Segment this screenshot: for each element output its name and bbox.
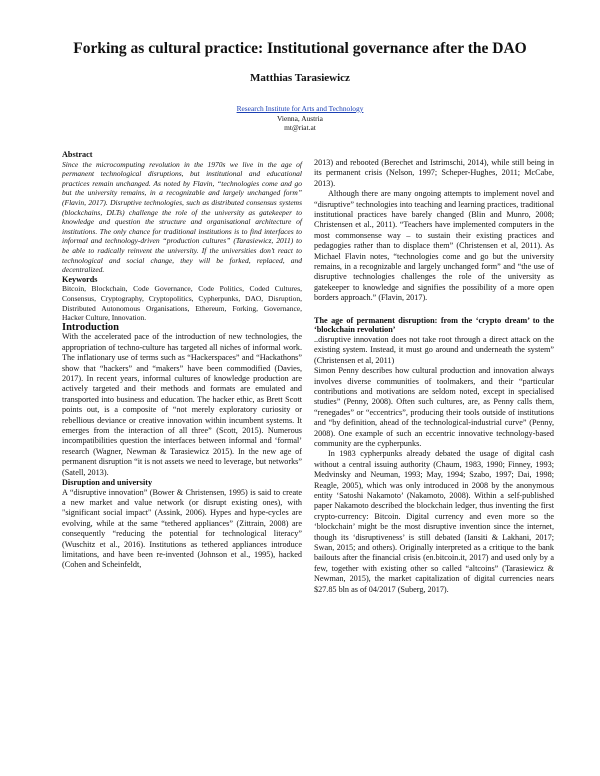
- location: Vienna, Austria: [277, 113, 323, 123]
- christensen-quote: ..disruptive innovation does not take root through a direct attack on the existing system. Instead, it must go around and underneath the system” (Christensen et al, 2011): [314, 334, 554, 365]
- author-name: Matthias Tarasiewicz: [250, 72, 350, 84]
- abstract-text: Since the microcomputing revolution in the 1970s we live in the age of permanent technological disruptions, but institutional and educational practices remain unchanged. As noted by Flavin, “technologies come and go but the university remains, in a recognizable and largely unchanged form” (Flavin, 2017). Disruptive technologies, such as distributed consensus systems (blockchains, DLTs) challenge the role of the university as gatekeeper to knowledge and question the structure and organisational architecture of institutions. The only chance for traditional institutions is to find interfaces to informal and technology-driven “production cultures” (Tarasiewicz, 2011) to be able to radically reinvent the university. If the universities don’t react to technological and social change, they will be forked, replaced, and decentralized.: [62, 159, 302, 275]
- introduction-heading: Introduction: [62, 321, 119, 333]
- keywords-heading: Keywords: [62, 274, 98, 284]
- paper-title: Forking as cultural practice: Institutional governance after the DAO: [73, 40, 527, 57]
- paragraph-flavin: Although there are many ongoing attempts to implement novel and “disruptive” technologies into teaching and learning practices, traditional institutional practices have barely changed (Blin and Munro, 2008; Christensen et al., 2011). “Teachers have implemented computers in the most commonsense way – to sustain their existing practices and pedagogies rather than to displace them” (Christensen et al, 2011). As Michael Flavin notes, “technologies come and go but the university remains, in a recognizable and largely unchanged form” and “the use of disruptive technologies challenges the role of the university as gatekeeper to knowledge and signifies the possibility of a more open borders approach.” (Flavin, 2017).: [314, 189, 554, 303]
- affiliation-block: [40, 104, 560, 133]
- introduction-text: With the accelerated pace of the introduction of new technologies, the appropriation of techno-culture has targeted all niches of informal work. The inflationary use of terms such as “Hackerspaces” and “Hackathons” show that “hackers” and “makers” have been commodified (Davies, 2017). In recent years, informal cultures of knowledge production are actively targeted and their methods and formats are emulated and transported into business and education. The hacker ethic, as Brett Scott points out, is a composite of “not merely exploratory curiosity or rebellious deviance or creative innovation within incumbent systems. It emerges from the interaction of all three” (Scott, 2015). Numerous incompatibilities question the interfaces between informal and ‘formal’ research (Wagner, Newman & Tarasiewicz 2015). In the new age of permanent disruption “it is not assets we need to leverage, but networks” (Satell, 2013).: [62, 332, 302, 477]
- continued-text: 2013) and rebooted (Berechet and Istrimschi, 2014), while still being in its permanent crisis (Nelson, 1997; Scheper-Hughes, 2011; McCabe, 2013).: [314, 158, 554, 188]
- left-column: [62, 150, 302, 571]
- paragraph-cypherpunks: In 1983 cypherpunks already debated the usage of digital cash without a central issuing authority (Chaum, 1983, 1990; Finney, 1993; Medvinsky and Neuman, 1993; May, 1994; Szabo, 1997; Dai, 1998; Reagle, 2005), which was only introduced in 2008 by the anonymous entity ‘Satoshi Nakamoto’ (Nakamoto, 2008). Within a self-published paper Nakamoto described the blockchain ledger, thus inventing the first crypto-currency: Bitcoin. Digital currency and even more so the ‘blockchain’ might be the most disruptive invention since the internet, though its ‘disruptiveness’ is still debated (Iansiti & Lakhani, 2017; Swan, 2015; and others). Originally interpreted as a critique to the bank bailouts after the financial crisis (en.bitcoin.it, 2017) and used only by a few, together with existing other so called “altcoins” (Tarasiewicz & Newman, 2015), the market capitalization of digital currencies nears $27.85 bln as of 04/2017 (Suberg, 2017).: [314, 449, 554, 594]
- email: mt@riat.at: [284, 123, 316, 133]
- institution-link[interactable]: Research Institute for Arts and Technology: [236, 104, 364, 113]
- right-column: [314, 158, 554, 595]
- disruption-text: A “disruptive innovation” (Bower & Christensen, 1995) is said to create a new market and value network (or disrupt existing ones), with "significant social impact" (Assink, 2006). Hypes and hype-cycles are evolving, while at the same “tethered appliances” (Zittrain, 2008) are consequently “reducing the potential for technological literacy” (Wuschitz et al., 2016). Institutions as tethered appliances introduce limitations, and have been re-invented (Johnson et al., 1995), hacked (Cohen and Scheinfeldt,: [62, 487, 302, 570]
- paragraph-penny: Simon Penny describes how cultural production and innovation always involves diverse communities of toolmakers, and their “particular contributions and motivations are seldom noted, except in specialised studies” (Penny, 2008). Often such cultures, are, as Penny calls them, “renegades” or “eccentrics”, producing their tools outside of institutions and “by definition, ahead of the technological-industrial curve” (Penny, 2008). One example of such an eccentric innovative technology-based community are the cypherpunks.: [314, 366, 554, 448]
- disruption-heading: Disruption and university: [62, 477, 153, 487]
- permanent-disruption-heading: The age of permanent disruption: from the ‘crypto dream’ to the ‘blockchain revolution’: [314, 315, 554, 335]
- keywords-text: Bitcoin, Blockchain, Code Governance, Code Politics, Coded Cultures, Consensus, Cryptography, Cryptopolitics, Cypherpunks, DAO, Disruption, Distributed Autonomous Organisations, Ethereum, Forking, Governance, Hacker Culture, Innovation.: [62, 284, 302, 323]
- abstract-heading: Abstract: [62, 150, 93, 159]
